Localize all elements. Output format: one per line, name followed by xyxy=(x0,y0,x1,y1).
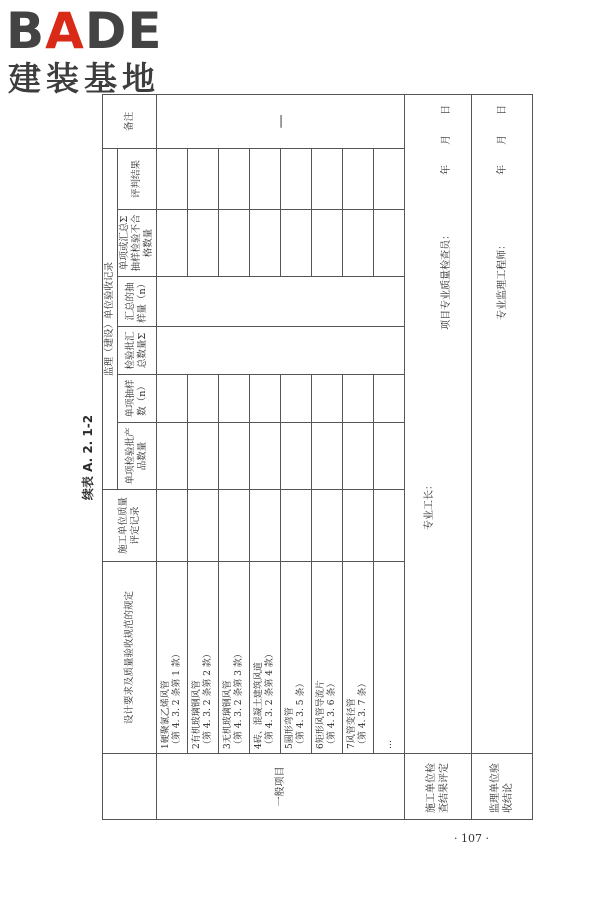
header-design: 设计要求及质量验收规范的规定 xyxy=(103,562,157,754)
brand-wordmark: BADE xyxy=(6,2,163,60)
table-cell xyxy=(219,375,250,423)
inspector-signature: 项目专业质量检查员： 年 月 日 xyxy=(441,104,452,330)
table-cell xyxy=(281,210,312,277)
table-cell xyxy=(343,423,374,490)
item-text: 1硬聚氯乙烯风管 （第 4. 3. 2 条第 1 款） xyxy=(157,562,188,754)
table-cell xyxy=(157,375,188,423)
supervisor-signoff-label: 监理单位验收结论 xyxy=(472,754,533,820)
table-cell xyxy=(250,423,281,490)
foreman-label: 专业工长： xyxy=(424,480,435,530)
table-cell xyxy=(250,490,281,562)
item-text: 7风管变径管 （第 4. 3. 7 条） xyxy=(343,562,374,754)
corner-cell xyxy=(103,754,157,820)
table-caption: 续表 A. 2. 1-2 xyxy=(81,414,95,501)
header-total-sample: 汇总的抽样量（n） xyxy=(118,277,157,327)
table-cell xyxy=(343,210,374,277)
table-cell xyxy=(374,375,405,423)
header-supervisor-group: 监理（建设）单位验收记录 xyxy=(103,148,118,489)
constructor-signoff-label: 施工单位检查结果评定 xyxy=(405,754,472,820)
table-cell xyxy=(281,148,312,209)
table-cell xyxy=(343,490,374,562)
table-cell xyxy=(374,210,405,277)
table-cell xyxy=(281,375,312,423)
total-sample-cell xyxy=(157,277,405,327)
constructor-signoff-body xyxy=(405,94,472,753)
table-cell xyxy=(312,490,343,562)
table-cell xyxy=(250,148,281,209)
table-cell xyxy=(157,490,188,562)
brand-subtitle: 建装基地 xyxy=(8,59,160,98)
table-cell xyxy=(188,490,219,562)
table-cell xyxy=(219,148,250,209)
item-text: … xyxy=(374,562,405,754)
table-cell xyxy=(374,490,405,562)
table-cell xyxy=(343,148,374,209)
table-cell xyxy=(157,210,188,277)
table-cell xyxy=(312,375,343,423)
table-cell xyxy=(250,210,281,277)
table-cell xyxy=(188,423,219,490)
table-cell xyxy=(188,148,219,209)
header-sample-qty: 单项抽样数（n） xyxy=(118,375,157,423)
acceptance-table xyxy=(102,94,533,820)
table-cell xyxy=(157,423,188,490)
item-text: 3无机玻璃钢风管 （第 4. 3. 2 条第 3 款） xyxy=(219,562,250,754)
supervisor-signoff-body xyxy=(472,94,533,753)
table-cell xyxy=(250,375,281,423)
header-total-batch: 检验批汇总数量Σ xyxy=(118,327,157,375)
remark-cell: — xyxy=(157,94,405,148)
table-cell xyxy=(281,423,312,490)
brand-logo xyxy=(6,2,176,102)
table-cell xyxy=(374,423,405,490)
table-cell xyxy=(188,210,219,277)
table-cell xyxy=(157,148,188,209)
group-label: 一般项目 xyxy=(157,754,405,820)
table-cell xyxy=(312,423,343,490)
engineer-signature: 专业监理工程师： 年 月 日 xyxy=(496,104,508,320)
table-cell xyxy=(312,148,343,209)
table-cell xyxy=(374,148,405,209)
page-number: · 107 · xyxy=(454,832,489,845)
rotated-page xyxy=(80,95,514,820)
header-remark: 备注 xyxy=(103,94,157,148)
header-constructor-record: 施工单位质量评定记录 xyxy=(103,490,157,562)
header-result: 评判结果 xyxy=(118,148,157,209)
table-cell xyxy=(312,210,343,277)
table-cell xyxy=(219,490,250,562)
table-cell xyxy=(219,423,250,490)
total-batch-cell xyxy=(157,327,405,375)
table-cell xyxy=(343,375,374,423)
item-text: 6矩形风管导流片 （第 4. 3. 6 条） xyxy=(312,562,343,754)
table-cell xyxy=(219,210,250,277)
table-cell xyxy=(188,375,219,423)
table-cell xyxy=(281,490,312,562)
item-text: 4砖、混凝土建筑风道 （第 4. 3. 2 条第 4 款） xyxy=(250,562,281,754)
item-text: 2有机玻璃钢风管 （第 4. 3. 2 条第 2 款） xyxy=(188,562,219,754)
header-total-fail: 单项或汇总Σ抽样检验不合格数量 xyxy=(118,210,157,277)
item-text: 5圆形弯管 （第 4. 3. 5 条） xyxy=(281,562,312,754)
header-batch-qty: 单项检验批产品数量 xyxy=(118,423,157,490)
